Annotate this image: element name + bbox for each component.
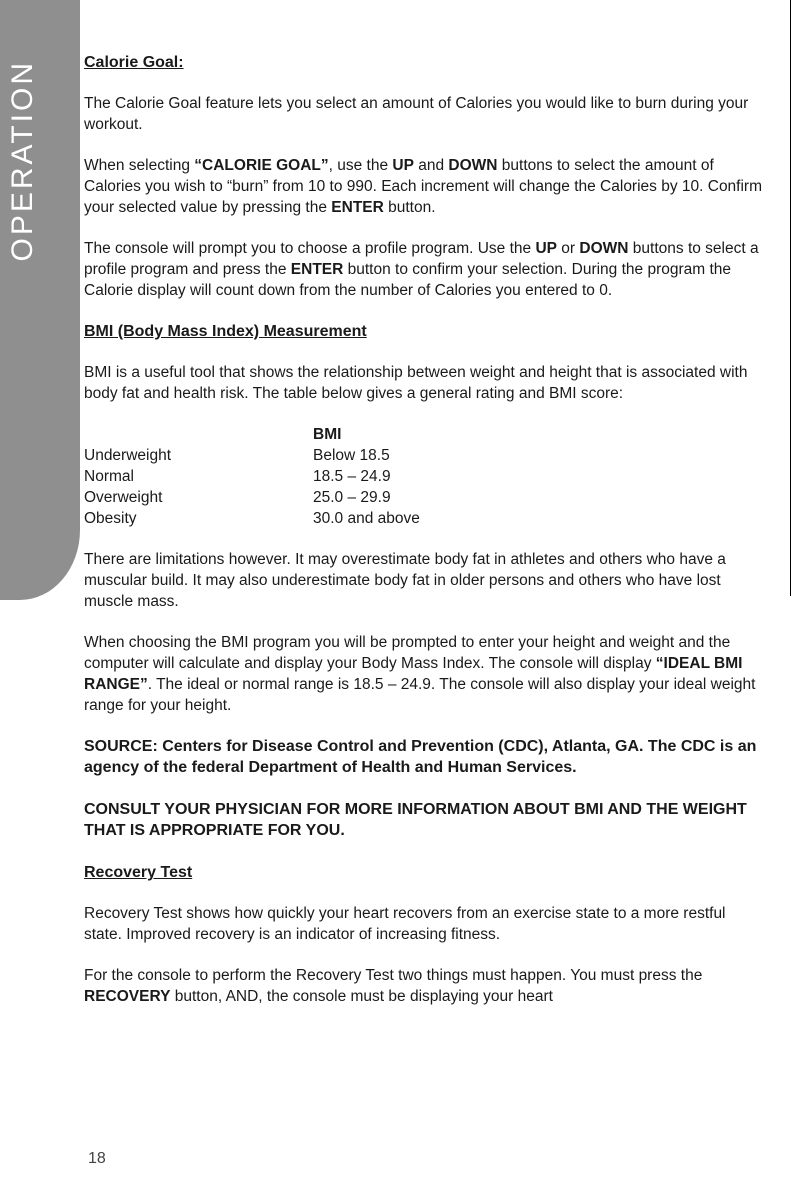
bmi-value: 25.0 – 29.9 (313, 489, 391, 506)
calorie-goal-profile: The console will prompt you to choose a profile program. Use the UP or DOWN buttons to select a profile program and press the ENTER button to confirm your selection. During the program the Calorie display will count down from the number of Calories you entered to 0. (84, 240, 759, 299)
calorie-goal-heading: Calorie Goal: (84, 54, 184, 71)
bmi-category: Normal (84, 468, 134, 485)
table-row (84, 487, 764, 508)
table-row (84, 445, 764, 466)
bmi-category: Obesity (84, 510, 137, 527)
bmi-value: 18.5 – 24.9 (313, 468, 391, 485)
calorie-goal-instructions: When selecting “CALORIE GOAL”, use the UP and DOWN buttons to select the amount of Calories you wish to “burn” from 10 to 990. Each increment will change the Calories by 10. Confirm your selected value by pressing the ENTER button. (84, 157, 763, 216)
bmi-category: Overweight (84, 489, 163, 506)
table-row (84, 508, 764, 529)
recovery-test-heading: Recovery Test (84, 864, 193, 881)
bmi-table-header: BMI (313, 426, 342, 443)
bmi-source-note: SOURCE: Centers for Disease Control and Prevention (CDC), Atlanta, GA. The CDC is an agency of the federal Department of Health and Human Services. (84, 738, 757, 776)
bmi-value: Below 18.5 (313, 447, 390, 464)
recovery-test-instructions: For the console to perform the Recovery Test two things must happen. You must press the RECOVERY button, AND, the console must be displaying your heart (84, 967, 703, 1005)
page-edge-rule (790, 0, 791, 596)
bmi-category: Underweight (84, 447, 172, 464)
table-row (84, 466, 764, 487)
bmi-program-instructions: When choosing the BMI program you will be prompted to enter your height and weight and the computer will calculate and display your Body Mass Index. The console will display “IDEAL BMI RANGE”. The ideal or normal range is 18.5 – 24.9. The console will also display your ideal weight range for your height. (84, 634, 756, 714)
recovery-test-intro: Recovery Test shows how quickly your heart recovers from an exercise state to a more restful state. Improved recovery is an indicator of increasing fitness. (84, 905, 726, 943)
section-side-tab (0, 0, 80, 600)
bmi-value: 30.0 and above (313, 510, 420, 527)
section-tab-label: OPERATION (6, 60, 39, 262)
calorie-goal-intro: The Calorie Goal feature lets you select an amount of Calories you would like to burn during your workout. (84, 95, 749, 133)
bmi-limitations: There are limitations however. It may overestimate body fat in athletes and others who have a muscular build. It may also underestimate body fat in older persons and others who have lost muscle mass. (84, 551, 726, 610)
bmi-intro: BMI is a useful tool that shows the relationship between weight and height that is associated with body fat and health risk. The table below gives a general rating and BMI score: (84, 364, 748, 402)
bmi-table (84, 424, 764, 529)
bmi-heading: BMI (Body Mass Index) Measurement (84, 323, 367, 340)
page-content (84, 52, 764, 1027)
consult-physician-note: CONSULT YOUR PHYSICIAN FOR MORE INFORMATION ABOUT BMI AND THE WEIGHT THAT IS APPROPRIATE FOR YOU. (84, 801, 747, 839)
page-number: 18 (88, 1150, 106, 1167)
